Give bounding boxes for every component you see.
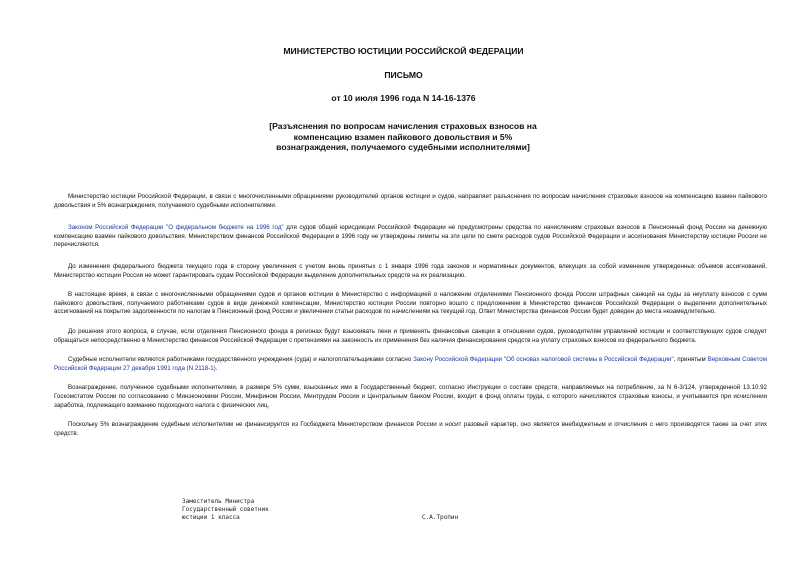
paragraph-6-text-c: . <box>215 364 218 372</box>
paragraph-7: Вознаграждение, полученное судебными исполнителями, в размере 5% сумм, взысканных ими в Государственный бюджет, согласно Инструкции о составе средств, направляемых на потребление, за N 6-3/124, утвержденной 13.10.92 Госкомстатом России по согласованию с Минэкономики России, Минфином России, Минтрудом России и Центральным банком России, входит в фонд оплаты труда, с которого начисляются страховые взносы, и учитывается при исчислении заработка, подлежащего взиманию подоходного налога с физических лиц. <box>54 384 767 409</box>
paragraph-4: В настоящее время, в связи с многочисленными обращениями судов и органов юстиции в Министерство с информацией о наложении отделениями Пенсионного фонда России штрафных санкций на суды за неуплату взносов с сумм пайкового довольствия, получаемого работниками судов в виде денежной компенсации, Министерство юстиции России повторно вошло с предложением в Министерство финансов Российской Федерации о выделении дополнительных ассигнований на покрытие задолженности по налогам в Пенсионный фонд России и увеличении статьи расходов по начислениям на текущий год. Ответ Министерства финансов России будет доведен до места незамедлительно. <box>54 291 767 316</box>
ministry-title: МИНИСТЕРСТВО ЮСТИЦИИ РОССИЙСКОЙ ФЕДЕРАЦИИ <box>283 46 524 56</box>
paragraph-1: Министерство юстиции Российской Федерации, в связи с многочисленными обращениями руководителей органов юстиции и судов, направляет разъяснения по вопросам начисления страховых взносов на компенсацию взамен пайкового довольствия и 5% вознаграждения, получаемого судебными исполнителями. <box>54 193 767 209</box>
paragraph-6-text-b: , принятым <box>673 356 708 364</box>
paragraph-6 <box>54 356 767 373</box>
tax-system-law-link[interactable]: Закону Российской Федерации "Об основах налоговой системы в Российской Федерации" <box>413 356 674 364</box>
paragraph-3: До изменения федерального бюджета текущего года в сторону увеличения с учетом вновь принятых с 1 января 1996 года законов и нормативных документов, влекущих за собой изменение утвержденных объемов ассигнований, Министерство юстиции России не может гарантировать судам Российской Федерации выделение дополнительных средств на их реализацию. <box>54 262 767 279</box>
document-date-number: от 10 июля 1996 года N 14-16-1376 <box>331 93 476 103</box>
signatory-name: С.А.Тропин <box>422 514 459 521</box>
document-type: ПИСЬМО <box>384 70 423 80</box>
budget-law-link[interactable]: Законом Российской Федерации "О федеральном бюджете на 1996 год" <box>68 224 284 232</box>
paragraph-5: До решения этого вопроса, в случае, если отделения Пенсионного фонда в регионах будут взыскивать пени и применять финансовые санкции в отношении судов, руководителям управлений юстиции и соответствующих судов следует обращаться непосредственно в Министерство финансов Российской Федерации с претензиями на законность их применения без наличия финансирования средств на уплату страховых взносов из федерального бюджета. <box>54 327 767 344</box>
document-subject: [Разъяснения по вопросам начисления страховых взносов на компенсацию взамен пайкового довольствия и 5% вознаграждения, получаемого судебными исполнителями] <box>269 121 537 153</box>
paragraph-2 <box>54 224 767 250</box>
paragraph-2-text: для судов общей юрисдикции Российской Федерации не предусмотрены средства по начислениям страховых взносов в Пенсионный фонд России на денежную компенсацию взамен пайкового довольствия. Министерством финансов Российской Федерации в 1996 году не утверждены лимиты на эти цели по смете расходов судов Российской Федерации и ассигнования Министерству юстиции России не перечисляются. <box>54 224 767 249</box>
paragraph-6-text-a: Судебные исполнители являются работниками государственного учреждения (суда) и налогоплательщиками согласно <box>68 356 414 364</box>
paragraph-8: Поскольку 5% вознаграждение судебным исполнителям не финансируется из Госбюджета Министерством финансов России и носит разовый характер, оно является внебюджетным и отчисления с него производятся также за счет этих средств. <box>54 421 767 437</box>
document-body <box>54 193 767 449</box>
signature-position-3: юстиции 1 класса <box>182 514 240 521</box>
supreme-council-link[interactable]: Верховным Советом Российской Федерации 27 декабря 1991 года (N 2118-1) <box>54 356 767 372</box>
signature-block <box>182 498 502 522</box>
signature-position-2: Государственный советник <box>182 506 269 513</box>
signature-position-1: Заместитель Министра <box>182 498 255 505</box>
